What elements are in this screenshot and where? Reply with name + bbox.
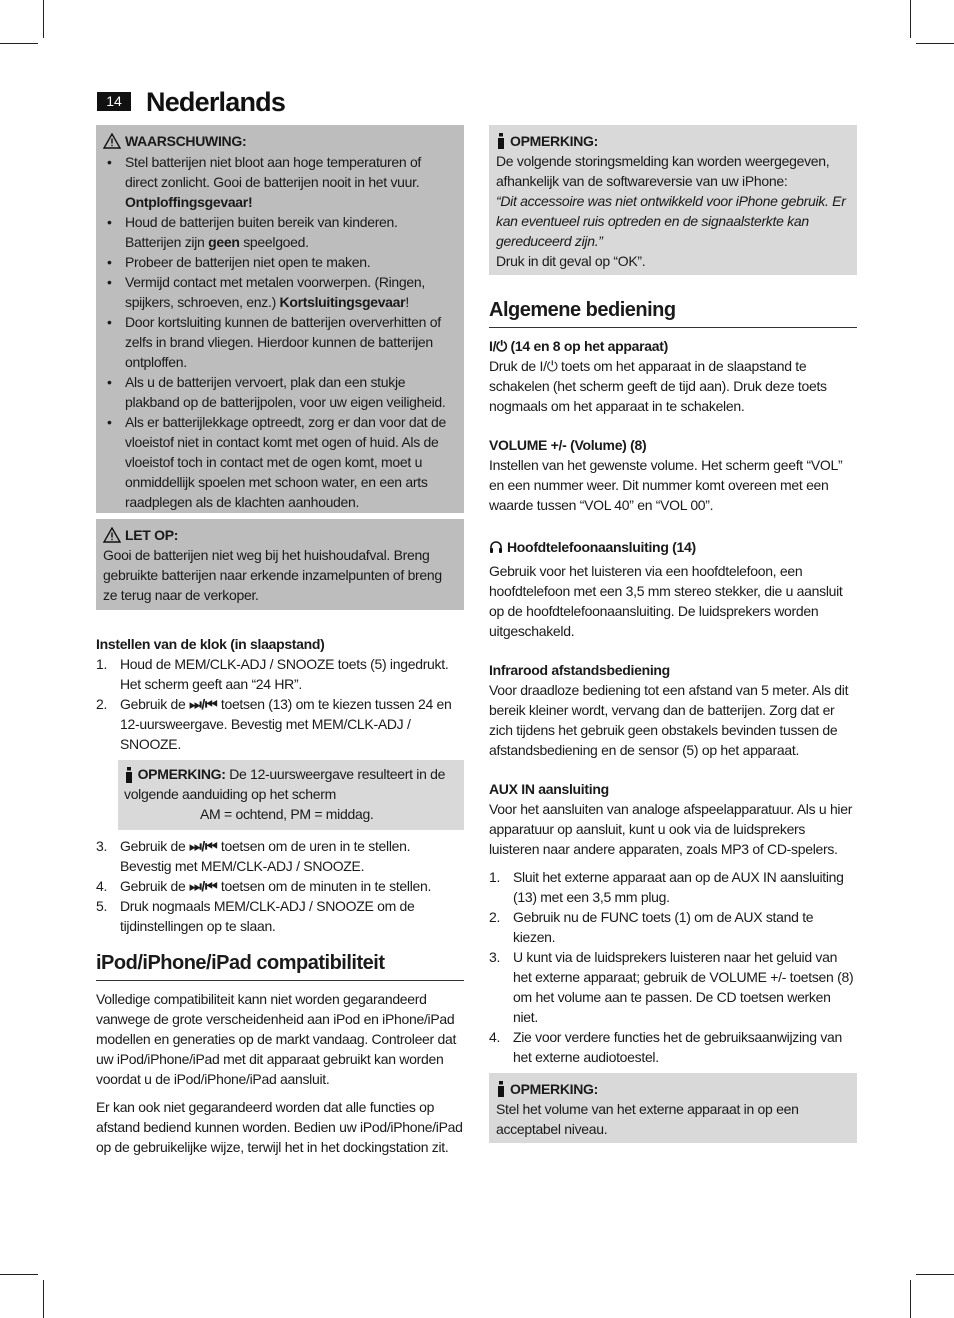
list-item: • Houd de batterijen buiten bereik van kinderen. Batterijen zijn geen speelgoed.: [103, 212, 457, 252]
clock-heading: Instellen van de klok (in slaapstand): [96, 636, 325, 652]
volume-heading: VOLUME +/- (Volume) (8): [489, 437, 647, 453]
headphone-icon: [489, 540, 503, 554]
clock-section: [96, 634, 464, 936]
note-quote: “Dit accessoire was niet ontwikkeld voor iPhone gebruik. Er kan eventueel ruis optreden en de signaalsterkte kan gereduceerd zijn.”: [496, 193, 846, 249]
ir-text: Voor draadloze bediening tot een afstand van 5 meter. Als dit bereik kleiner wordt, vervang dan de batterijen. Zorg dat er zich tijdens het gebruik geen obstakels bevinden tussen de afstandsbediening en de sensor (5) op het apparaat.: [489, 682, 849, 758]
list-item: 4. Gebruik de ⏭/⏮ toetsen om de minuten in te stellen.: [96, 878, 432, 894]
list-item: 1. Sluit het externe apparaat aan op de AUX IN aansluiting (13) met een 3,5 mm plug.: [489, 869, 844, 905]
skip-icon: ⏭/⏮: [189, 696, 218, 712]
warning-list: [103, 152, 457, 512]
ir-heading: Infrarood afstandsbediening: [489, 662, 670, 678]
power-text: Druk de I/⏻ toets om het apparaat in de slaapstand te schakelen (het scherm geeft de tijd aan). Druk deze toets nogmaals om het apparaat in te schakelen.: [489, 358, 827, 414]
volume-text: Instellen van het gewenste volume. Het scherm geeft “VOL” en een nummer weer. Dit nummer komt overeen met een waarde tussen “VOL 40” en “VOL 00”.: [489, 457, 843, 513]
list-item: 1. Houd de MEM/CLK-ADJ / SNOOZE toets (5) ingedrukt. Het scherm geeft aan “24 HR”.: [96, 656, 449, 692]
crop-mark: [43, 1280, 44, 1318]
list-item: 3. U kunt via de luidsprekers luisteren naar het geluid van het externe apparaat; gebruik de VOLUME +/- toetsen (8) om het volume aan te passen. De CD toetsen werken niet.: [489, 949, 854, 1025]
crop-mark: [0, 43, 38, 44]
iphone-note-box: [489, 125, 857, 275]
crop-mark: [43, 0, 44, 38]
headphone-text: Gebruik voor het luisteren via een hoofdtelefoon, een hoofdtelefoon met een 3,5 mm stereo stekker, die u aansluit op de hoofdtelefoonaansluiting. De luidsprekers worden uitgeschakeld.: [489, 563, 843, 639]
caution-text: Gooi de batterijen niet weg bij het huishoudafval. Breng gebruikte batterijen naar erkende inzamelpunten of breng ze terug naar de verkoper.: [103, 547, 442, 603]
note-text: De volgende storingsmelding kan worden weergegeven, afhankelijk van de softwareversie van uw iPhone:: [496, 153, 830, 189]
warning-triangle-icon: [103, 527, 121, 543]
note-heading: OPMERKING:: [496, 131, 850, 151]
crop-mark: [916, 1274, 954, 1275]
clock-note-line2: AM = ochtend, PM = middag.: [200, 806, 374, 822]
caution-heading: LET OP:: [103, 525, 457, 545]
list-item: • Door kortsluiting kunnen de batterijen oververhitten of zelfs in brand vliegen. Hierdoor kunnen de batterijen ontploffen.: [103, 312, 457, 372]
volume-note-box: [489, 1073, 857, 1143]
crop-mark: [910, 1280, 911, 1318]
skip-icon: ⏭/⏮: [189, 838, 218, 854]
warning-triangle-icon: [103, 133, 121, 149]
list-item: • Als er batterijlekkage optreedt, zorg er dan voor dat de vloeistof niet in contact komt met ogen of huid. Als de vloeistof toch in contact met de ogen komt, moet u onmiddellijk spoelen met schoon water, en een arts raadplegen als de klachten aanhouden.: [103, 412, 457, 512]
info-icon: [124, 767, 134, 783]
compat-section: [96, 950, 464, 1157]
caution-box: [96, 519, 464, 610]
aux-heading: AUX IN aansluiting: [489, 781, 609, 797]
clock-steps-continued: [96, 836, 464, 936]
aux-steps: [489, 867, 857, 1067]
list-item: • Vermijd contact met metalen voorwerpen. (Ringen, spijkers, schroeven, enz.) Kortsluitingsgevaar!: [103, 272, 457, 312]
list-item: 5. Druk nogmaals MEM/CLK-ADJ / SNOOZE om de tijdinstellingen op te slaan.: [96, 898, 415, 934]
power-heading: I/⏻ (14 en 8 op het apparaat): [489, 338, 668, 354]
skip-icon: ⏭/⏮: [189, 878, 218, 894]
list-item: • Als u de batterijen vervoert, plak dan een stukje plakband op de batterijpolen, voor uw eigen veiligheid.: [103, 372, 457, 412]
note-text: Stel het volume van het externe apparaat in op een acceptabel niveau.: [496, 1101, 799, 1137]
compat-title: iPod/iPhone/iPad compatibiliteit: [96, 950, 464, 981]
note-heading: OPMERKING:: [496, 1079, 850, 1099]
crop-mark: [0, 1274, 38, 1275]
crop-mark: [916, 43, 954, 44]
aux-text: Voor het aansluiten van analoge afspeelapparatuur. Als u hier apparatuur op aansluit, kunt u ook via de luidsprekers luisteren naar andere apparaten, zoals MP3 of CD-spelers.: [489, 801, 853, 857]
note-after: Druk in dit geval op “OK”.: [496, 253, 646, 269]
warning-heading: WAARSCHUWING:: [103, 131, 457, 151]
crop-mark: [910, 0, 911, 38]
list-item: • Stel batterijen niet bloot aan hoge temperaturen of direct zonlicht. Gooi de batterijen nooit in het vuur. Ontploffingsgevaar!: [103, 152, 457, 212]
page-number: 14: [97, 92, 131, 111]
headphone-heading: Hoofdtelefoonaansluiting (14): [489, 537, 857, 557]
info-icon: [496, 1081, 506, 1097]
list-item: 3. Gebruik de ⏭/⏮ toetsen om de uren in te stellen. Bevestig met MEM/CLK-ADJ / SNOOZE.: [96, 838, 411, 874]
general-title: Algemene bediening: [489, 297, 857, 328]
list-item: • Probeer de batterijen niet open te maken.: [103, 252, 457, 272]
general-section: [489, 297, 857, 1067]
list-item: 2. Gebruik nu de FUNC toets (1) om de AUX stand te kiezen.: [489, 909, 814, 945]
info-icon: [496, 133, 506, 149]
compat-paragraph-1: Volledige compatibiliteit kann niet worden gegarandeerd vanwege de grote verscheidenheid aan iPod en iPhone/iPad modellen en generaties op de markt vandaag. Controleer dat uw iPod/iPhone/iPad met dit apparaat gebruikt kan worden voordat u de iPod/iPhone/iPad aansluit.: [96, 991, 457, 1087]
compat-paragraph-2: Er kan ook niet gegarandeerd worden dat alle functies op afstand bediend kunnen worden. Bedien uw iPod/iPhone/iPad op de gebruikelijke wijze, terwijl het in het dockingstation zit.: [96, 1099, 463, 1155]
clock-steps: [96, 654, 464, 754]
list-item: 4. Zie voor verdere functies het de gebruiksaanwijzing van het externe audiotoestel.: [489, 1029, 843, 1065]
warning-box: [96, 125, 464, 513]
list-item: 2. Gebruik de ⏭/⏮ toetsen (13) om te kiezen tussen 24 en 12-uursweergave. Bevestig met MEM/CLK-ADJ / SNOOZE.: [96, 696, 452, 752]
page-title: Nederlands: [146, 87, 286, 117]
clock-note-box: OPMERKING: De 12-uursweergave resulteert in de volgende aanduiding op het scherm AM = ochtend, PM = middag.: [118, 760, 464, 830]
